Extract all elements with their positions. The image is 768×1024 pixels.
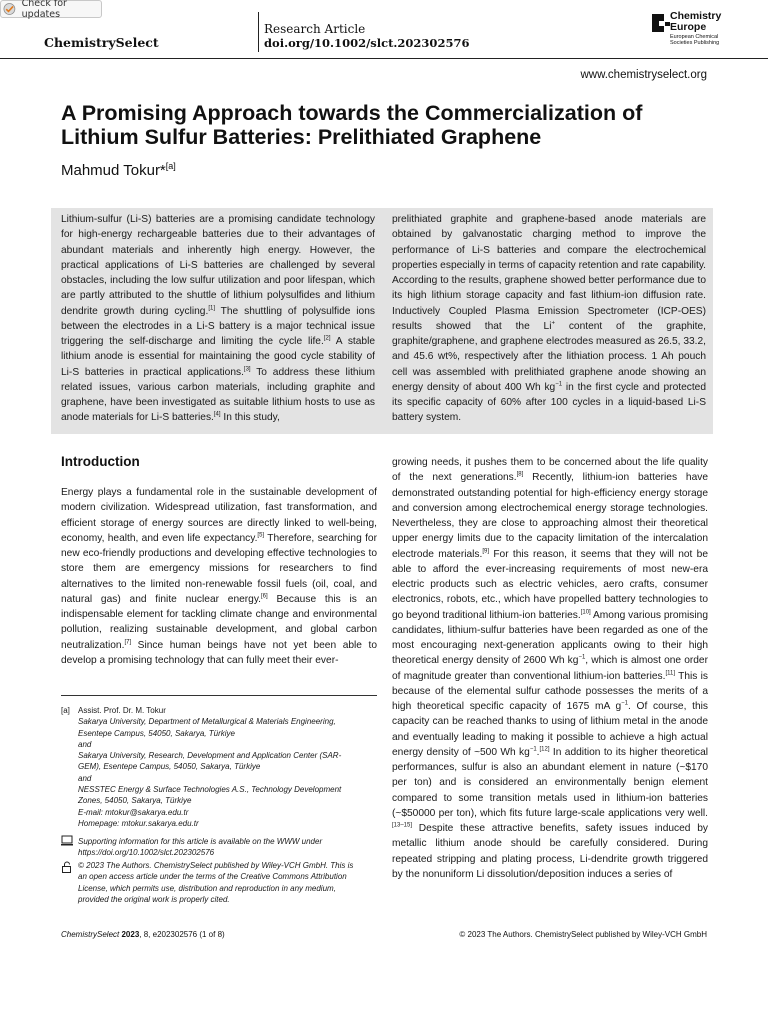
page-citation <box>61 930 225 939</box>
reference-mark: −1 <box>578 654 586 661</box>
affiliation-line: and <box>78 739 92 749</box>
footer-journal: ChemistrySelect <box>61 930 120 939</box>
open-access-icon <box>61 861 73 873</box>
affiliation-line: Sakarya University, Research, Development and Application Center (SAR- <box>78 751 342 761</box>
affiliation-line: Esentepe Campus, 54050, Sakarya, Türkiye <box>78 728 235 738</box>
reference-mark: −1 <box>621 700 628 707</box>
license-note <box>78 860 378 905</box>
affiliation-line: NESSTEC Energy & Surface Technologies A.S., Technology Development <box>78 785 342 795</box>
journal-name: ChemistrySelect <box>44 35 159 50</box>
footer-year: 2023 <box>121 930 140 939</box>
computer-icon <box>61 835 73 846</box>
affiliation-label: [a] <box>61 706 70 715</box>
reference-mark: [9] <box>482 548 490 555</box>
intro-column-right <box>392 455 708 882</box>
footer-citation-rest: , 8, e202302576 (1 of 8) <box>139 930 225 939</box>
header-divider <box>258 12 259 52</box>
supporting-info-line: Supporting information for this article is available on the WWW under <box>78 837 323 846</box>
reference-mark: [1] <box>208 305 215 312</box>
affiliation-line: Zones, 54050, Sakarya, Türkiye <box>78 796 192 806</box>
affiliation-line: Sakarya University, Department of Metallurgical & Materials Engineering, <box>78 717 336 727</box>
chemistry-europe-logo-icon <box>650 12 672 34</box>
affiliation-line: and <box>78 773 92 783</box>
reference-mark: [13–15] <box>392 822 413 829</box>
author-name: Mahmud Tokur* <box>61 162 166 179</box>
reference-mark: + <box>551 320 555 327</box>
reference-mark: [7] <box>124 639 132 646</box>
reference-mark: [2] <box>323 335 331 342</box>
license-line: © 2023 The Authors. ChemistrySelect published by Wiley-VCH GmbH. This is <box>78 861 354 870</box>
intro-column-left <box>61 485 377 668</box>
introduction-heading: Introduction <box>61 454 140 469</box>
supporting-info-link[interactable]: https://doi.org/10.1002/slct.202302576 <box>78 848 215 858</box>
publisher-name: Chemistry Europe <box>670 10 722 33</box>
abstract-text-right: prelithiated graphite and graphene-based anode materials are obtained by galvanostatic charging method to improve the performance of Li-S batteries and compare the electrochemical properties especially in terms of capacity retention and rate capability. According to the results, graphene showed better performance due to its high lithium storage capacity and fast lithium-ion diffusion rate. Inductively Coupled Plasma Emission Spectrometer (ICP-OES) results showed that the Li+ content of the graphite, graphite/graphene, and graphene electrodes measured as 26.5, 33.2, and 45.6 wt%, respectively after the lithiation process. 1 Ah pouch cell was assembled with prelithiated graphene anode showing an energy density of about 400 Wh $kg^{-1}$ in the first cycle and protected its specific capacity of 60% after 100 cycles in a liquid-based Li-S battery system. <box>392 214 706 424</box>
check-updates-icon <box>3 2 18 16</box>
reference-mark: −1 <box>555 381 563 388</box>
affiliation-author: Assist. Prof. Dr. M. Tokur <box>78 706 166 715</box>
reference-mark: [3] <box>243 366 251 373</box>
publisher-subtitle: European Chemical Societies Publishing <box>670 34 720 46</box>
check-updates-label: Check for updates <box>21 0 67 20</box>
author-email[interactable]: E-mail: mtokur@sakarya.edu.tr <box>78 807 189 817</box>
abstract-column-left <box>61 212 375 426</box>
footer-copyright: © 2023 The Authors. ChemistrySelect published by Wiley-VCH GmbH <box>459 930 707 939</box>
check-for-updates-button[interactable] <box>0 0 102 18</box>
reference-mark: [10] <box>580 609 591 616</box>
reference-mark: [6] <box>261 593 268 600</box>
reference-mark: [5] <box>257 532 265 539</box>
article-title: A Promising Approach towards the Commercialization of Lithium Sulfur Batteries: Prelithiated Graphene <box>61 101 643 149</box>
license-line: License, which permits use, distribution and reproduction in any medium, <box>78 883 336 893</box>
author-homepage[interactable]: Homepage: mtokur.sakarya.edu.tr <box>78 818 199 828</box>
author-line <box>61 161 176 179</box>
reference-mark: [8] <box>516 471 524 478</box>
abstract-box <box>51 208 713 434</box>
article-type: Research Article <box>264 22 366 36</box>
intro-text-right: growing needs, it pushes them to be concerned about the life quality of the next generations.[8] Recently, lithium-ion batteries have demonstrated outstanding potential for high-efficiency energy storage and conversion among electrochemical energy storage technologies. Nevertheless, they are close to approaching almost their theoretical upper energy limits due to the capacity limitation of the intercalation electrode materials.[9] For this reason, it seems that they will not be able to afford the ever-increasing requirements of most new-era electric products such as electric vehicles, aero crafts, consumer electronics, robots, etc., which have propelled battery technologies to go beyond traditional lithium-ion batteries.[10] Among various promising candidates, lithium-sulfur batteries have been regarded as one of the most encouraging next-generation applicants owing to their high theoretical energy density of 2600 Wh $kg^{-1}$, which is almost one order of magnitude greater than conventional lithium-ion batteries.[11] This is because of the elemental sulfur cathode possesses the merits of a high theoretical specific capacity of 1675 mA $g^{-1}$. Of course, this capacity can be reached thanks to using of lithium metal in the anode and eventually leading to making it possible to achieve a high actual energy density of ~500 Wh $kg^{-1}.[12]$ In addition to its higher theoretical performances, sulfur is also an abundant element in nature (~$170 per ton) and is considered an environmentally benign element compared to some transition metals used in lithium-ion batteries (~$50000 per ton), which fits future large-scale applications very well.[13–15] Despite these attractive benefits, safety issues induced by metallic lithium anode should be carefully considered. During repeated stripping and plating process, Li-dendrite growth triggered by the nonuniform Li dissolution/deposition induces a series of <box>392 457 708 880</box>
reference-mark: [12] <box>539 746 550 753</box>
header-rule <box>0 58 768 59</box>
license-line: provided the original work is properly cited. <box>78 894 230 904</box>
reference-mark: [11] <box>665 670 675 677</box>
reference-mark: [4] <box>213 411 221 418</box>
supporting-info-note <box>78 836 378 859</box>
journal-website-link[interactable]: www.chemistryselect.org <box>580 69 707 81</box>
reference-mark: −1 <box>529 746 537 753</box>
affiliation-line: GEM), Esentepe Campus, 54050, Sakarya, Türkiye <box>78 762 261 772</box>
abstract-column-right <box>392 212 706 426</box>
license-line: an open access article under the terms of the Creative Commons Attribution <box>78 872 347 882</box>
doi-link[interactable]: doi.org/10.1002/slct.202302576 <box>264 36 470 50</box>
author-affiliation-mark: [a] <box>165 161 176 171</box>
abstract-text-left: Lithium-sulfur (Li-S) batteries are a promising candidate technology for high-energy rechargeable batteries due to their advantages of abundant materials and inherently high energy. However, the practical applications of Li-S batteries are challenged by several obstacles, including the low sulfur utilization and poor lifespan, which are partly attributed to the shuttle of lithium polysulfides and lithium dendrite growth during cycling.[1] The shuttling of polysulfide ions between the electrodes in a Li-S battery is a major technical issue triggering the self-discharge and limiting the cycle life.[2] A stable lithium anode is essential for maintaining the good cycle stability of Li-S batteries in practical applications.[3] To address these lithium related issues, various carbon materials, including graphite and graphene, have been investigated as suitable lithium hosts to use as anode materials for Li-S batteries.[4] In this study, <box>61 214 376 424</box>
affiliation-block <box>78 705 378 829</box>
footnote-rule <box>61 695 377 696</box>
intro-text-left: Energy plays a fundamental role in the sustainable development of modern civilization. Widespread utilization, fast transformation, and efficient storage of energy sources are directly linked to well-being, economy, health, and even life expectancy.[5] Therefore, searching for new eco-friendly productions and developing effective technologies to store them are emergency missions for researchers to find alternatives to the limited non-renewable fossil fuels (oil, coal, and natural gas) and finite nuclear energy.[6] Because this is an indispensable element for tackling climate change and environmental pollution, realizing sustainable development, and global carbon neutralization.[7] Since human beings have not yet been able to develop a promising technology that can fully meet their ever- <box>61 487 377 666</box>
